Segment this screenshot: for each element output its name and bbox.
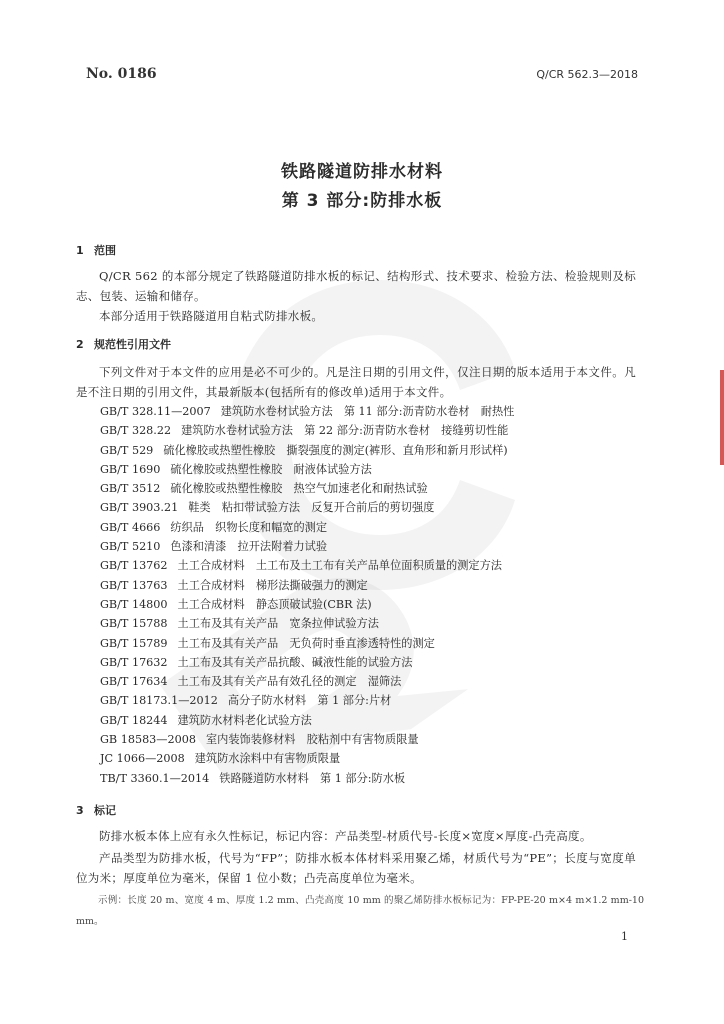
reference-code: GB/T 15788 bbox=[100, 617, 168, 631]
reference-code: GB/T 3903.21 bbox=[100, 501, 179, 515]
document-subtitle: 第 3 部分:防排水板 bbox=[281, 191, 443, 211]
reference-title: 建筑防水涂料中有害物质限量 bbox=[194, 752, 341, 766]
reference-item bbox=[100, 518, 640, 537]
reference-title: 建筑防水材料老化试验方法 bbox=[177, 713, 312, 727]
reference-title: 纺织品 织物长度和幅宽的测定 bbox=[170, 520, 328, 534]
reference-code: GB/T 328.11—2007 bbox=[100, 405, 211, 418]
reference-title: 色漆和清漆 拉开法附着力试验 bbox=[170, 540, 328, 554]
reference-item bbox=[100, 441, 640, 460]
reference-code: GB/T 1690 bbox=[100, 462, 161, 476]
reference-item bbox=[100, 537, 640, 556]
reference-title: 土工布及其有关产品抗酸、碱液性能的试验方法 bbox=[177, 655, 413, 669]
reference-title: 土工布及其有关产品有效孔径的测定 湿筛法 bbox=[177, 675, 402, 689]
reference-code: GB/T 14800 bbox=[100, 597, 168, 611]
reference-item bbox=[100, 576, 640, 595]
reference-title: 硫化橡胶或热塑性橡胶 热空气加速老化和耐热试验 bbox=[170, 482, 428, 496]
reference-item bbox=[100, 653, 640, 672]
reference-code: GB/T 529 bbox=[100, 443, 154, 457]
reference-item bbox=[100, 498, 640, 517]
reference-code: GB/T 4666 bbox=[100, 520, 161, 534]
reference-item bbox=[100, 691, 640, 710]
reference-item bbox=[100, 614, 640, 633]
reference-item bbox=[100, 711, 640, 730]
scope-paragraph: Q/CR 562 的本部分规定了铁路隧道防排水板的标记、结构形式、技术要求、检验方法、检验规则及标志、包装、运输和储存。 bbox=[76, 269, 636, 303]
section-number: 3 bbox=[76, 804, 84, 817]
section-heading-marking bbox=[76, 802, 116, 818]
reference-code: GB/T 3512 bbox=[100, 482, 161, 496]
section-title: 规范性引用文件 bbox=[94, 338, 171, 351]
reference-code: GB/T 13763 bbox=[100, 578, 168, 592]
section-heading-scope bbox=[76, 242, 116, 258]
reference-title: 室内装饰装修材料 胶粘剂中有害物质限量 bbox=[205, 733, 419, 747]
section-heading-normative-references bbox=[76, 336, 171, 352]
reference-title: 铁路隧道防水材料 第 1 部分:防水板 bbox=[219, 771, 406, 785]
scope-applicability-paragraph: 本部分适用于铁路隧道用自粘式防排水板。 bbox=[99, 309, 324, 323]
reference-code: GB/T 328.22 bbox=[100, 424, 172, 438]
reference-item bbox=[100, 460, 640, 479]
page-number: 1 bbox=[621, 930, 628, 943]
reference-item bbox=[100, 730, 640, 749]
marking-code-paragraph: 产品类型为防排水板，代号为“FP”；防排水板本体材料采用聚乙烯，材质代号为“PE”；长度与宽度单位为米；厚度单位为毫米，保留 1 位小数；凸壳高度单位为毫米。 bbox=[76, 851, 636, 885]
section-number: 2 bbox=[76, 338, 84, 351]
reference-title: 硫化橡胶或热塑性橡胶 撕裂强度的测定(裤形、直角形和新月形试样) bbox=[163, 443, 508, 457]
reference-code: GB 18583—2008 bbox=[100, 733, 196, 747]
reference-title: 土工合成材料 土工布及土工布有关产品单位面积质量的测定方法 bbox=[177, 559, 502, 573]
reference-code: GB/T 17632 bbox=[100, 655, 168, 669]
page-edge-mark bbox=[720, 370, 724, 465]
reference-code: GB/T 13762 bbox=[100, 559, 168, 573]
document-title: 铁路隧道防排水材料 bbox=[281, 162, 443, 182]
section-title: 标记 bbox=[94, 804, 116, 817]
reference-title: 建筑防水卷材试验方法 第 22 部分:沥青防水卷材 接缝剪切性能 bbox=[181, 424, 509, 438]
reference-item bbox=[100, 421, 640, 440]
reference-item bbox=[100, 634, 640, 653]
reference-item bbox=[100, 672, 640, 691]
reference-code: GB/T 18173.1—2012 bbox=[100, 694, 218, 708]
reference-title: 土工布及其有关产品 无负荷时垂直渗透特性的测定 bbox=[177, 636, 435, 650]
reference-title: 土工合成材料 梯形法撕破强力的测定 bbox=[177, 578, 368, 592]
reference-item bbox=[100, 769, 640, 788]
reference-title: 土工布及其有关产品 宽条拉伸试验方法 bbox=[177, 617, 379, 631]
reference-code: JC 1066—2008 bbox=[100, 752, 185, 766]
reference-title: 高分子防水材料 第 1 部分:片材 bbox=[227, 694, 392, 708]
reference-code: TB/T 3360.1—2014 bbox=[100, 771, 210, 785]
reference-item bbox=[100, 595, 640, 614]
reference-code: GB/T 15789 bbox=[100, 636, 168, 650]
reference-code: GB/T 5210 bbox=[100, 540, 161, 554]
reference-code: GB/T 17634 bbox=[100, 675, 168, 689]
marking-example: 示例：长度 20 m、宽度 4 m、厚度 1.2 mm、凸壳高度 10 mm 的聚乙烯防排水板标记为：FP-PE-20 m×4 m×1.2 mm-10 mm。 bbox=[76, 895, 644, 927]
reference-code: GB/T 18244 bbox=[100, 713, 168, 727]
reference-title: 鞋类 粘扣带试验方法 反复开合前后的剪切强度 bbox=[188, 501, 435, 515]
reference-title: 硫化橡胶或热塑性橡胶 耐液体试验方法 bbox=[170, 462, 372, 476]
reference-item bbox=[100, 749, 640, 768]
reference-title: 土工合成材料 静态顶破试验(CBR 法) bbox=[177, 597, 372, 611]
standard-code: Q/CR 562.3—2018 bbox=[536, 68, 638, 81]
reference-list bbox=[100, 402, 640, 788]
marking-paragraph: 防排水板本体上应有永久性标记，标记内容：产品类型-材质代号-长度×宽度×厚度-凸壳高度。 bbox=[99, 829, 592, 843]
reference-title: 建筑防水卷材试验方法 第 11 部分:沥青防水卷材 耐热性 bbox=[220, 405, 515, 418]
reference-item bbox=[100, 556, 640, 575]
section-number: 1 bbox=[76, 244, 84, 257]
section-title: 范围 bbox=[94, 244, 116, 257]
document-serial-number: No. 0186 bbox=[86, 66, 157, 82]
reference-item bbox=[100, 402, 640, 421]
references-intro-paragraph: 下列文件对于本文件的应用是必不可少的。凡是注日期的引用文件，仅注日期的版本适用于本文件。凡是不注日期的引用文件，其最新版本(包括所有的修改单)适用于本文件。 bbox=[76, 365, 636, 399]
reference-item bbox=[100, 479, 640, 498]
